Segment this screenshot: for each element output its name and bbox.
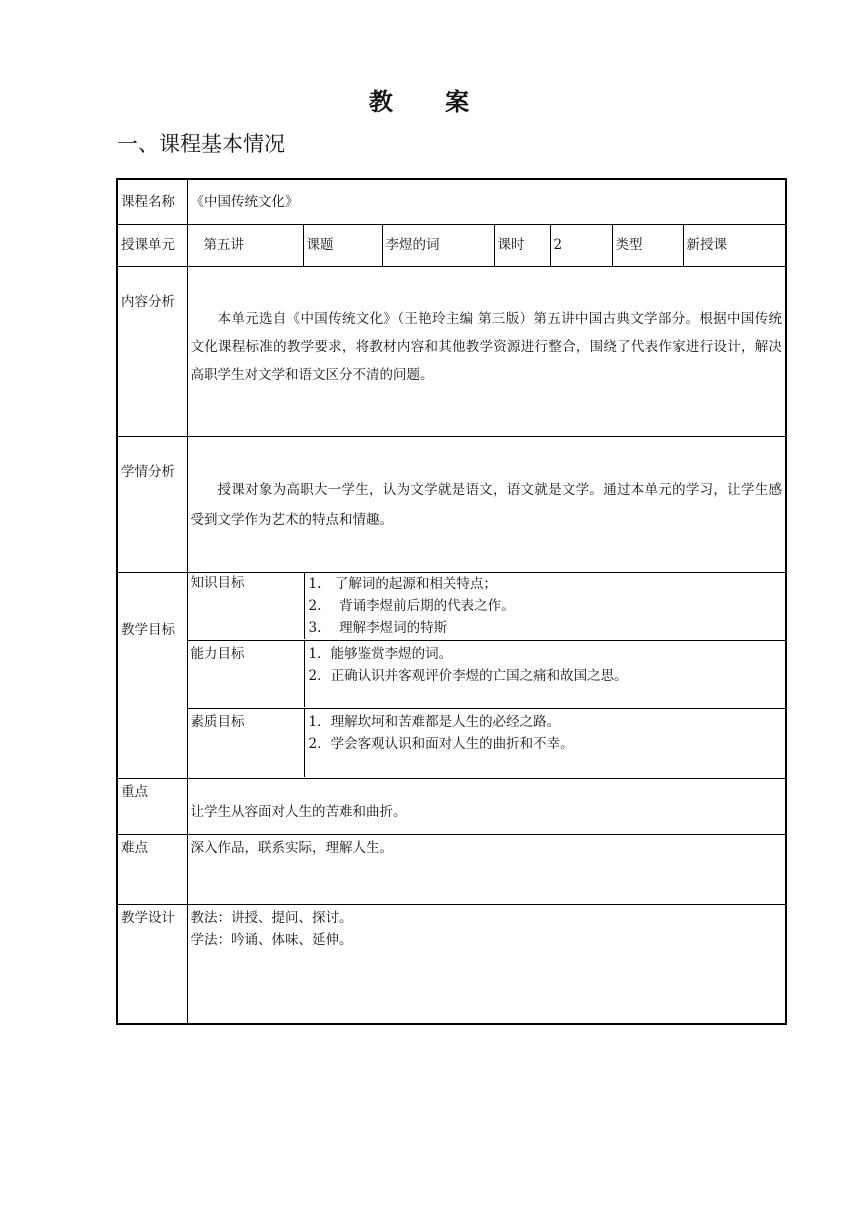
quality-objective-row <box>188 709 786 777</box>
difficulty-text: 深入作品，联系实际，理解人生。 <box>187 834 786 904</box>
knowledge-objective-item: 3. 理解李煜词的特斯 <box>308 619 448 636</box>
unit-label: 授课单元 <box>117 224 187 266</box>
student-analysis-label: 学情分析 <box>117 436 187 572</box>
quality-objective-item: 1．理解坎坷和苦难都是人生的必经之路。 <box>308 713 561 730</box>
hours-value: 2 <box>550 224 612 266</box>
ability-objective-row <box>188 641 786 707</box>
topic-value: 李煜的词 <box>382 224 494 266</box>
ability-objective-label: 能力目标 <box>190 645 245 662</box>
knowledge-objective-row <box>188 573 786 639</box>
content-analysis-label: 内容分析 <box>117 266 187 436</box>
section-heading: 一、课程基本情况 <box>117 132 285 156</box>
course-name-label: 课程名称 <box>117 179 187 224</box>
quality-objective-item: 2．学会客观认识和面对人生的曲折和不幸。 <box>308 735 574 752</box>
document-title: 教 案 <box>368 88 492 116</box>
lesson-plan-table <box>116 178 787 1025</box>
content-analysis-text: 本单元选自《中国传统文化》（王艳玲主编 第三版）第五讲中国古典文学部分。根据中国传统文化课程标准的教学要求，将教材内容和其他教学资源进行整合，围绕了代表作家进行设计，解决高职学生对文学和语文区分不清的问题。 <box>190 310 782 383</box>
type-value: 新授课 <box>683 224 786 266</box>
key-point-text: 让学生从容面对人生的苦难和曲折。 <box>187 778 786 834</box>
knowledge-objective-item: 1. 了解词的起源和相关特点； <box>308 575 497 592</box>
student-analysis-text: 授课对象为高职大一学生，认为文学就是语文，语文就是文学。通过本单元的学习，让学生感受到文学作为艺术的特点和情趣。 <box>190 481 782 528</box>
unit-value: 第五讲 <box>187 224 303 266</box>
design-method-line: 教法：讲授、提问、探讨。 <box>190 909 353 926</box>
type-label: 类型 <box>612 224 683 266</box>
objectives-label: 教学目标 <box>117 572 187 778</box>
hours-label: 课时 <box>494 224 550 266</box>
key-point-label: 重点 <box>117 778 187 834</box>
course-name-value: 《中国传统文化》 <box>187 179 786 224</box>
design-label: 教学设计 <box>117 904 187 1024</box>
difficulty-label: 难点 <box>117 834 187 904</box>
knowledge-objective-item: 2. 背诵李煜前后期的代表之作。 <box>308 597 515 614</box>
topic-label: 课题 <box>303 224 382 266</box>
ability-objective-item: 2．正确认识并客观评价李煜的亡国之痛和故国之思。 <box>308 667 628 684</box>
ability-objective-item: 1．能够鉴赏李煜的词。 <box>308 645 453 662</box>
design-method-line: 学法：吟诵、体味、延伸。 <box>190 931 353 948</box>
knowledge-objective-label: 知识目标 <box>190 574 245 591</box>
quality-objective-label: 素质目标 <box>190 713 245 730</box>
